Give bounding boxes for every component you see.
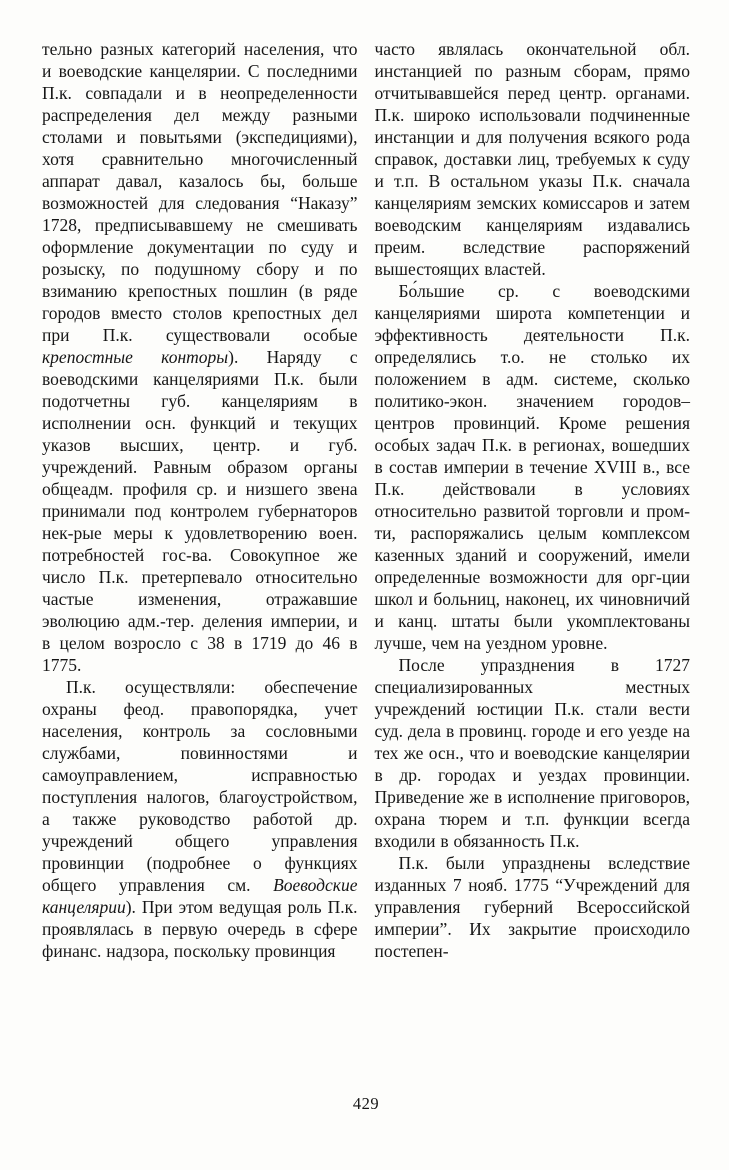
paragraph [375,280,691,654]
paragraph-text: тельно разных категорий населения, что и воеводские канцелярии. С последними П.к. совпадали и в неопределенности распределения дел между разными столами и повытьями (экспедициями), хотя сравнительно многочисленный аппарат давал, казалось бы, больше возможностей для следования “Наказу” 1728, предписывавшему не смешивать оформление документации по суду и розыску, по подушному сбору и по взиманию крепостных пошлин (в ряде городов вместо столов крепостных дел при П.к. существовали особые [42,39,358,345]
right-column [375,38,691,962]
paragraph-text: После упразднения в 1727 специализированных местных учреждений юстиции П.к. стали вести суд. дела в провинц. городе и его уезде на тех же осн., что и воеводские канцелярии в др. городах и уездах провинции. Приведение же в исполнение приговоров, охрана тюрем и т.п. функции всегда входили в обязанность П.к. [374,655,690,851]
term-italic: Воеводские канцелярии [42,875,358,917]
paragraph-text: П.к. были упразднены вследствие изданных 7 нояб. 1775 “Учреждений для управления губерний Всероссийской империи”. Их закрытие происходило постепен- [374,853,690,961]
paragraph-text: ). При этом ведущая роль П.к. проявлялась в первую очередь в сфере финанс. надзора, поскольку провинция [42,897,358,961]
paragraph-text: Бо́льшие ср. с воеводскими канцеляриями широта компетенции и эффективность деятельности П.к. определялись т.о. не столько их положением в адм. системе, сколько политико-экон. значением городов–центров провинций. Кроме решения особых задач П.к. в регионах, вошедших в состав империи в течение XVIII в., все П.к. действовали в условиях относительно развитой торговли и пром-ти, распоряжались целым комплексом казенных зданий и сооружений, имели определенные возможности для орг-ции школ и больниц, наконец, их чиновничий и канц. штаты были укомплектованы лучше, чем на уездном уровне. [374,281,690,653]
paragraph [42,38,358,676]
paragraph [375,852,691,962]
paragraph-text: часто являлась окончательной обл. инстанцией по разным сборам, прямо отчитывавшейся перед центр. органами. П.к. широко использовали подчиненные инстанции и для получения всякого рода справок, доставки лиц, требуемых к суду и т.п. В остальном указы П.к. сначала канцеляриям земских комиссаров и затем воеводским канцеляриям издавались преим. вследствие распоряжений вышестоящих властей. [374,39,690,279]
text-columns [42,38,690,962]
paragraph-text: П.к. осуществляли: обеспечение охраны феод. правопорядка, учет населения, контроль за сословными службами, повинностями и самоуправлением, исправностью поступления налогов, благоустройством, а также руководство работой др. учреждений общего управления провинции (подробнее о функциях общего управления см. [42,677,358,895]
paragraph [42,676,358,962]
paragraph [375,654,691,852]
term-italic: крепостные конторы [42,347,229,367]
page-number: 429 [352,1094,380,1113]
paragraph [375,38,691,280]
paragraph-text: ). Наряду с воеводскими канцеляриями П.к. были подотчетны губ. канцеляриям в исполнении осн. функций и текущих указов высших, центр. и губ. учреждений. Равным образом органы общеадм. профиля ср. и низшего звена принимали под контролем губернаторов нек-рые меры к удовлетворению воен. потребностей гос-ва. Совокупное же число П.к. претерпевало относительно частые изменения, отражавшие эволюцию адм.-тер. деления империи, и в целом возросло с 38 в 1719 до 46 в 1775. [42,347,358,675]
left-column [42,38,358,962]
